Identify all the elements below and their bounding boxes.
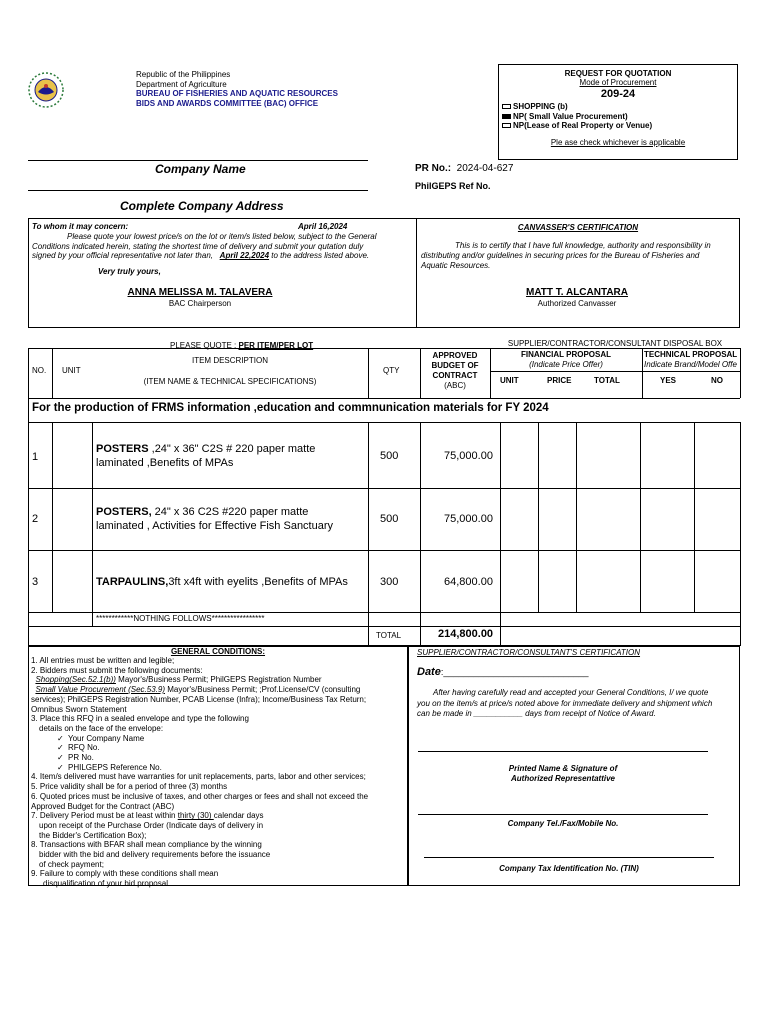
agency-block (136, 70, 338, 108)
mode-label: Mode of Procurement (579, 78, 657, 87)
col-abc: APPROVED BUDGET OF CONTRACT (ABC) (431, 351, 479, 390)
bac-office: BIDS AND AWARDS COMMITTEE (BAC) OFFICE (136, 98, 319, 108)
pr-number: PR No.: 2024-04-627 (415, 163, 514, 174)
table-row (0, 422, 770, 488)
col-item-specs: (ITEM NAME & TECHNICAL SPECIFICATIONS) (143, 377, 317, 386)
sub-yes: YES (660, 376, 677, 385)
company-address-label: Complete Company Address (120, 199, 284, 213)
col-item-description: ITEM DESCRIPTION (191, 356, 268, 365)
conditions-list: 1. All entries must be written and legible; 2. Bidders must submit the following documents: Shopping(Sec.52.1(b)) Mayor's/Business Permit; PhilGEPS Registration Number Small Value Procurement (Sec.53.9) Mayor's/Business Permit; ;Prof.License/CV (consulting services); PhilGEPS Registration Number, PCAB License (Infra); Income/Business Tax Return; Omnibus Sworn Statement 3. Place this RFQ in a sealed envelope and type the following details on the face of the envelope: ✓ Your Company Name ✓ RFQ No. ✓ PR No. ✓ PHILGEPS Reference No. 4. Item/s delivered must have warranties for unit replacements, parts, labor and other services; 5. Price validity shall be for a period of three (3) months 6. Quoted prices must be inclusive of taxes, and other charges or fees and shall not exceed the Approved Budget for the Contract (ABC) 7. Delivery Period must be at least within thirty (30) calendar days upon receipt of the Purchase Order (Indicate days of delivery in the Bidder's Certification Box); 8. Transactions with BFAR shall mean compliance by the winning bidder with the bid and delivery requirements before the issuance of check payment; 9. Failure to comply with these conditions shall mean disqualification of your bid proposal. (31, 656, 369, 889)
procurement-purpose: For the production of FRMS information ,education and commnunication materials for FY 2024 (32, 402, 549, 414)
checkmark-icon: ✓ (57, 762, 64, 772)
closing: Very truly yours, (98, 267, 161, 277)
row-item: POSTERS, 24" x 36 C2S #220 paper matte laminated , Activities for Effective Fish Sanctuary (96, 506, 334, 532)
deadline: April 22,2024 (219, 251, 270, 261)
company-tin-label: Company Tax Identification No. (TIN) (499, 864, 639, 873)
procurement-options (502, 102, 737, 131)
bfar-logo (26, 70, 66, 110)
nothing-follows: ************NOTHING FOLLOWS***************** (96, 614, 265, 623)
option-shopping[interactable]: SHOPPING (b) (502, 102, 737, 112)
row-qty: 500 (380, 450, 399, 462)
total-value: 214,800.00 (438, 628, 494, 640)
sub-total: TOTAL (594, 376, 620, 385)
table-row (0, 488, 770, 550)
checkbox-checked-icon[interactable] (502, 114, 511, 119)
applicable-note: Ple ase check whichever is applicable (550, 137, 686, 147)
agency-line-1: Republic of the Philippines (136, 70, 231, 79)
cert-date: Date:_____________________________ (417, 666, 589, 678)
row-abc: 75,000.00 (444, 513, 493, 525)
row-abc: 64,800.00 (444, 576, 493, 588)
row-qty: 500 (380, 513, 399, 525)
rfq-number: 209-24 (600, 88, 636, 100)
company-tel-label: Company Tel./Fax/Mobile No. (507, 819, 619, 828)
checkbox-icon[interactable] (502, 104, 511, 109)
option-svp[interactable]: NP( Small Value Procurement) (502, 112, 737, 122)
supplier-cert-title: SUPPLIER/CONTRACTOR/CONSULTANT'S CERTIFICATION (417, 648, 641, 657)
technical-proposal: TECHNICAL PROPOSAL Indicate Brand/Model Offe (644, 350, 738, 369)
table-row (0, 550, 770, 612)
sub-price: PRICE (547, 376, 572, 385)
bac-chairperson-title: BAC Chairperson (168, 299, 232, 308)
general-conditions-title: GENERAL CONDITIONS: (170, 647, 266, 656)
col-no: NO. (32, 366, 47, 375)
row-no: 2 (32, 513, 39, 525)
cert-text: After having carefully read and accepted your General Conditions, I/ we quote you on the item/s at price/s noted above for immediate delivery and shipment which can be made in ___________ days from receipt of Notice of Award. (417, 688, 713, 718)
salutation: To whom it may concern: (32, 222, 129, 231)
signature-label: Printed Name & Signature of Authorized Representattive (508, 764, 618, 783)
col-qty: QTY (383, 366, 400, 375)
row-no: 1 (32, 451, 39, 463)
checkmark-icon: ✓ (57, 733, 64, 743)
company-name-label: Company Name (155, 162, 246, 176)
philgeps-ref: PhilGEPS Ref No. (415, 181, 491, 191)
row-no: 3 (32, 576, 39, 588)
letter-date: April 16,2024 (298, 222, 348, 231)
agency-line-2: Department of Agriculture (136, 79, 227, 89)
option-lease[interactable]: NP(Lease of Real Property or Venue) (502, 121, 737, 131)
please-quote: PLEASE QUOTE : PER ITEM/PER LOT (170, 341, 314, 350)
row-qty: 300 (380, 576, 399, 588)
sub-no: NO (711, 376, 723, 385)
supplier-box-header: SUPPLIER/CONTRACTOR/CONSULTANT DISPOSAL BOX (507, 339, 723, 348)
canvasser-role: Authorized Canvasser (537, 299, 617, 308)
row-item: POSTERS ,24" x 36" C2S # 220 paper matte laminated ,Benefits of MPAs (96, 443, 316, 469)
bac-chairperson-name: ANNA MELISSA M. TALAVERA (127, 287, 273, 298)
canvasser-title: CANVASSER'S CERTIFICATION (517, 223, 639, 232)
sub-unit: UNIT (500, 376, 519, 385)
financial-proposal: FINANCIAL PROPOSAL (Indicate Price Offer) (520, 350, 612, 369)
checkmark-icon: ✓ (57, 743, 64, 753)
canvasser-name: MATT T. ALCANTARA (525, 287, 629, 298)
rfq-box (498, 64, 738, 160)
checkbox-icon[interactable] (502, 123, 511, 128)
rfq-title: REQUEST FOR QUOTATION (564, 69, 672, 78)
row-abc: 75,000.00 (444, 450, 493, 462)
bureau-name: BUREAU OF FISHERIES AND AQUATIC RESOURCES (136, 89, 338, 98)
total-label: TOTAL (376, 631, 402, 640)
row-item: TARPAULINS,3ft x4ft with eyelits ,Benefits of MPAs (96, 576, 348, 588)
checkmark-icon: ✓ (57, 753, 64, 763)
canvasser-text: This is to certify that I have full knowledge, authority and responsibility in distributing and/or guidelines in securing prices for the Bureau of Fisheries and Aquatic Resources. (421, 241, 711, 270)
col-unit: UNIT (62, 366, 81, 375)
letter-body: To whom it may concern: April 16,2024 Please quote your lowest price/s on the lot or item/s listed below, subject to the General Conditions indicated herein, stating the shortest time of delivery and submit your qutation duly signed by your official representative not later than, April 22,2024 to the address listed above. Very truly yours, (32, 222, 412, 277)
